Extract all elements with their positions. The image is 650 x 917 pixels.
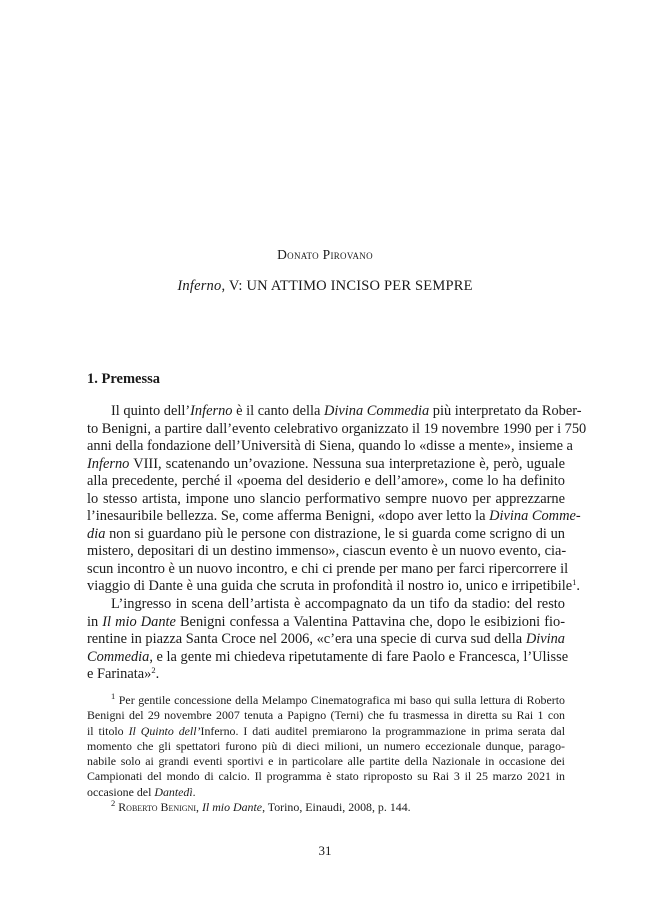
body-line: Commedia, e la gente mi chiedeva ripetutamente di fare Paolo e Francesca, l’Ulisse (87, 648, 569, 665)
footnote-number: 2 (111, 798, 116, 809)
page-number: 31 (318, 843, 332, 858)
footnote-line: Campionati del mondo di calcio. Il programma è stato riproposto su Rai 3 il 25 marzo 2021 in (87, 769, 565, 784)
footnote-ref: 2 (151, 665, 156, 676)
body-line: to Benigni, a partire dall’evento celebrativo organizzato il 19 novembre 1990 per i 750 (87, 420, 587, 437)
footnote-line: $^1$ Per gentile concessione della Melampo Cinematografica mi baso qui sulla lettura di Roberto (111, 691, 565, 707)
body-line: scun incontro è un nuovo incontro, e chi ci prende per mano per farci ripercorrere il (87, 560, 569, 577)
body-line: rentine in piazza Santa Croce nel 2006, «c’era una specie di curva sud della Divina (87, 631, 565, 648)
body-line: dia non si guardano più le persone con distrazione, le si guarda come scrigno di un (87, 525, 565, 542)
footnote-line: il titolo Il Quinto dell’Inferno. I dati auditel premiarono la programmazione in prima serata dal (87, 723, 565, 738)
chapter-title (0, 278, 650, 295)
footnotes (87, 693, 565, 815)
body-line: viaggio di Dante è una guida che scruta in profondità il nostro io, unico e irripetibile$^1$. (87, 577, 581, 595)
body-line: anni della fondazione dell’Università di Siena, quando lo «disse a mente», insieme a (87, 438, 573, 455)
footnote-line: nabile solo ai grandi eventi sportivi e in particolare alle partite della Nazionale in occasione dei (87, 754, 565, 769)
body-line: mistero, depositari di un destino immenso», ciascun evento è un nuovo evento, cia- (87, 543, 567, 560)
section-heading: 1. Premessa (87, 371, 161, 387)
body-line: Il quinto dell’Inferno è il canto della Divina Commedia più interpretato da Rober- (111, 403, 582, 419)
chapter-title-italic: Inferno (177, 278, 222, 294)
author-name: Donato Pirovano (277, 247, 373, 262)
body-line: L’ingresso in scena dell’artista è accompagnato da un tifo da stadio: del resto (111, 596, 565, 613)
chapter-title-rest: , V: UN ATTIMO INCISO PER SEMPRE (221, 278, 473, 294)
footnote-line: occasione del Dantedì. (87, 784, 196, 799)
footnote-number: 1 (111, 691, 116, 701)
footnote-ref: 1 (572, 577, 577, 588)
body-line: alla precedente, perché il «poema del desiderio e dell’amore», come lo ha definito (87, 473, 565, 490)
body-text (87, 403, 587, 684)
body-line: Inferno VIII, scatenando un’ovazione. Nessuna sua interpretazione è, però, uguale (87, 455, 565, 472)
body-line: in Il mio Dante Benigni confessa a Valentina Pattavina che, dopo le esibizioni fio- (87, 613, 566, 630)
footnote-line: $^2$ Roberto Benigni, Il mio Dante, Torino, Einaudi, 2008, p. 144. (111, 798, 411, 815)
body-line: lo stesso artista, impone uno slancio performativo sempre nuovo per apprezzarne (87, 490, 565, 507)
body-line: l’inesauribile bellezza. Se, come afferma Benigni, «dopo aver letto la Divina Comme- (87, 508, 581, 525)
footnote-line: Benigni del 29 novembre 2007 tenuta a Papigno (Terni) che fu trasmessa in diretta su Rai 1 con (87, 708, 565, 723)
body-line: e Farinata»$^2$. (87, 665, 160, 683)
footnote-line: momento che gli spettatori furono più di dieci milioni, un numero eccezionale dunque, parago- (87, 738, 565, 753)
